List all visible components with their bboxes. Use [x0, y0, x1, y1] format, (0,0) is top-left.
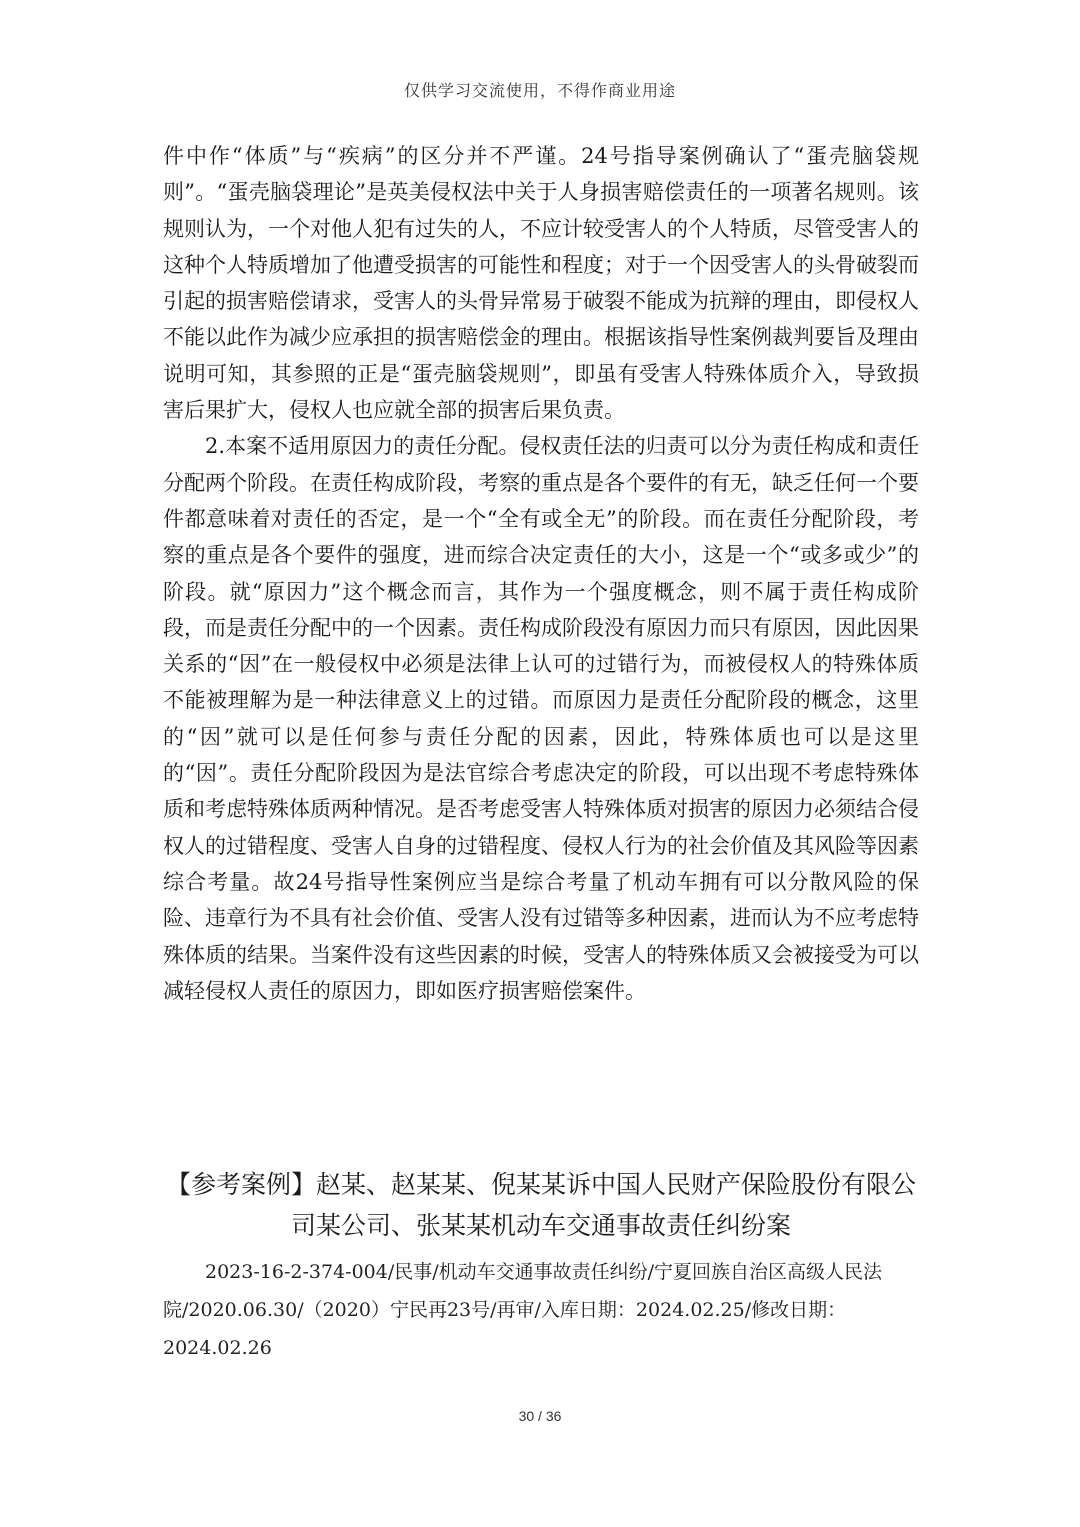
body-text — [163, 138, 919, 1009]
page-number: 30 / 36 — [518, 1408, 562, 1424]
reference-case-title: 【参考案例】赵某、赵某某、倪某某诉中国人民财产保险股份有限公司某公司、张某某机动车交通事故责任纠纷案 — [165, 1170, 916, 1240]
reference-case-metadata: 2023-16-2-374-004/民事/机动车交通事故责任纠纷/宁夏回族自治区高级人民法院/2020.06.30/（2020）宁民再23号/再审/入库日期：2024.02.25/修改日期：2024.02.26 — [163, 1261, 883, 1359]
paragraph-2: 2.本案不适用原因力的责任分配。侵权责任法的归责可以分为责任构成和责任分配两个阶段。在责任构成阶段，考察的重点是各个要件的有无，缺乏任何一个要件都意味着对责任的否定，是一个“全有或全无”的阶段。而在责任分配阶段，考察的重点是各个要件的强度，进而综合决定责任的大小，这是一个“或多或少”的阶段。就“原因力”这个概念而言，其作为一个强度概念，则不属于责任构成阶段，而是责任分配中的一个因素。责任构成阶段没有原因力而只有原因，因此因果关系的“因”在一般侵权中必须是法律上认可的过错行为，而被侵权人的特殊体质不能被理解为是一种法律意义上的过错。而原因力是责任分配阶段的概念，这里的“因”就可以是任何参与责任分配的因素，因此，特殊体质也可以是这里的“因”。责任分配阶段因为是法官综合考虑决定的阶段，可以出现不考虑特殊体质和考虑特殊体质两种情况。是否考虑受害人特殊体质对损害的原因力必须结合侵权人的过错程度、受害人自身的过错程度、侵权人行为的社会价值及其风险等因素综合考量。故24号指导性案例应当是综合考量了机动车拥有可以分散风险的保险、违章行为不具有社会价值、受害人没有过错等多种因素，进而认为不应考虑特殊体质的结果。当案件没有这些因素的时候，受害人的特殊体质又会被接受为可以减轻侵权人责任的原因力，即如医疗损害赔偿案件。 — [163, 434, 919, 1003]
paragraph-1: 件中作“体质”与“疾病”的区分并不严谨。24号指导案例确认了“蛋壳脑袋规则”。“蛋壳脑袋理论”是英美侵权法中关于人身损害赔偿责任的一项著名规则。该规则认为，一个对他人犯有过失的人，不应计较受害人的个人特质，尽管受害人的这种个人特质增加了他遭受损害的可能性和程度；对于一个因受害人的头骨破裂而引起的损害赔偿请求，受害人的头骨异常易于破裂不能成为抗辩的理由，即侵权人不能以此作为减少应承担的损害赔偿金的理由。根据该指导性案例裁判要旨及理由说明可知，其参照的正是“蛋壳脑袋规则”，即虽有受害人特殊体质介入，导致损害后果扩大，侵权人也应就全部的损害后果负责。 — [163, 144, 919, 423]
page-header: 仅供学习交流使用，不得作商业用途 — [403, 81, 676, 100]
